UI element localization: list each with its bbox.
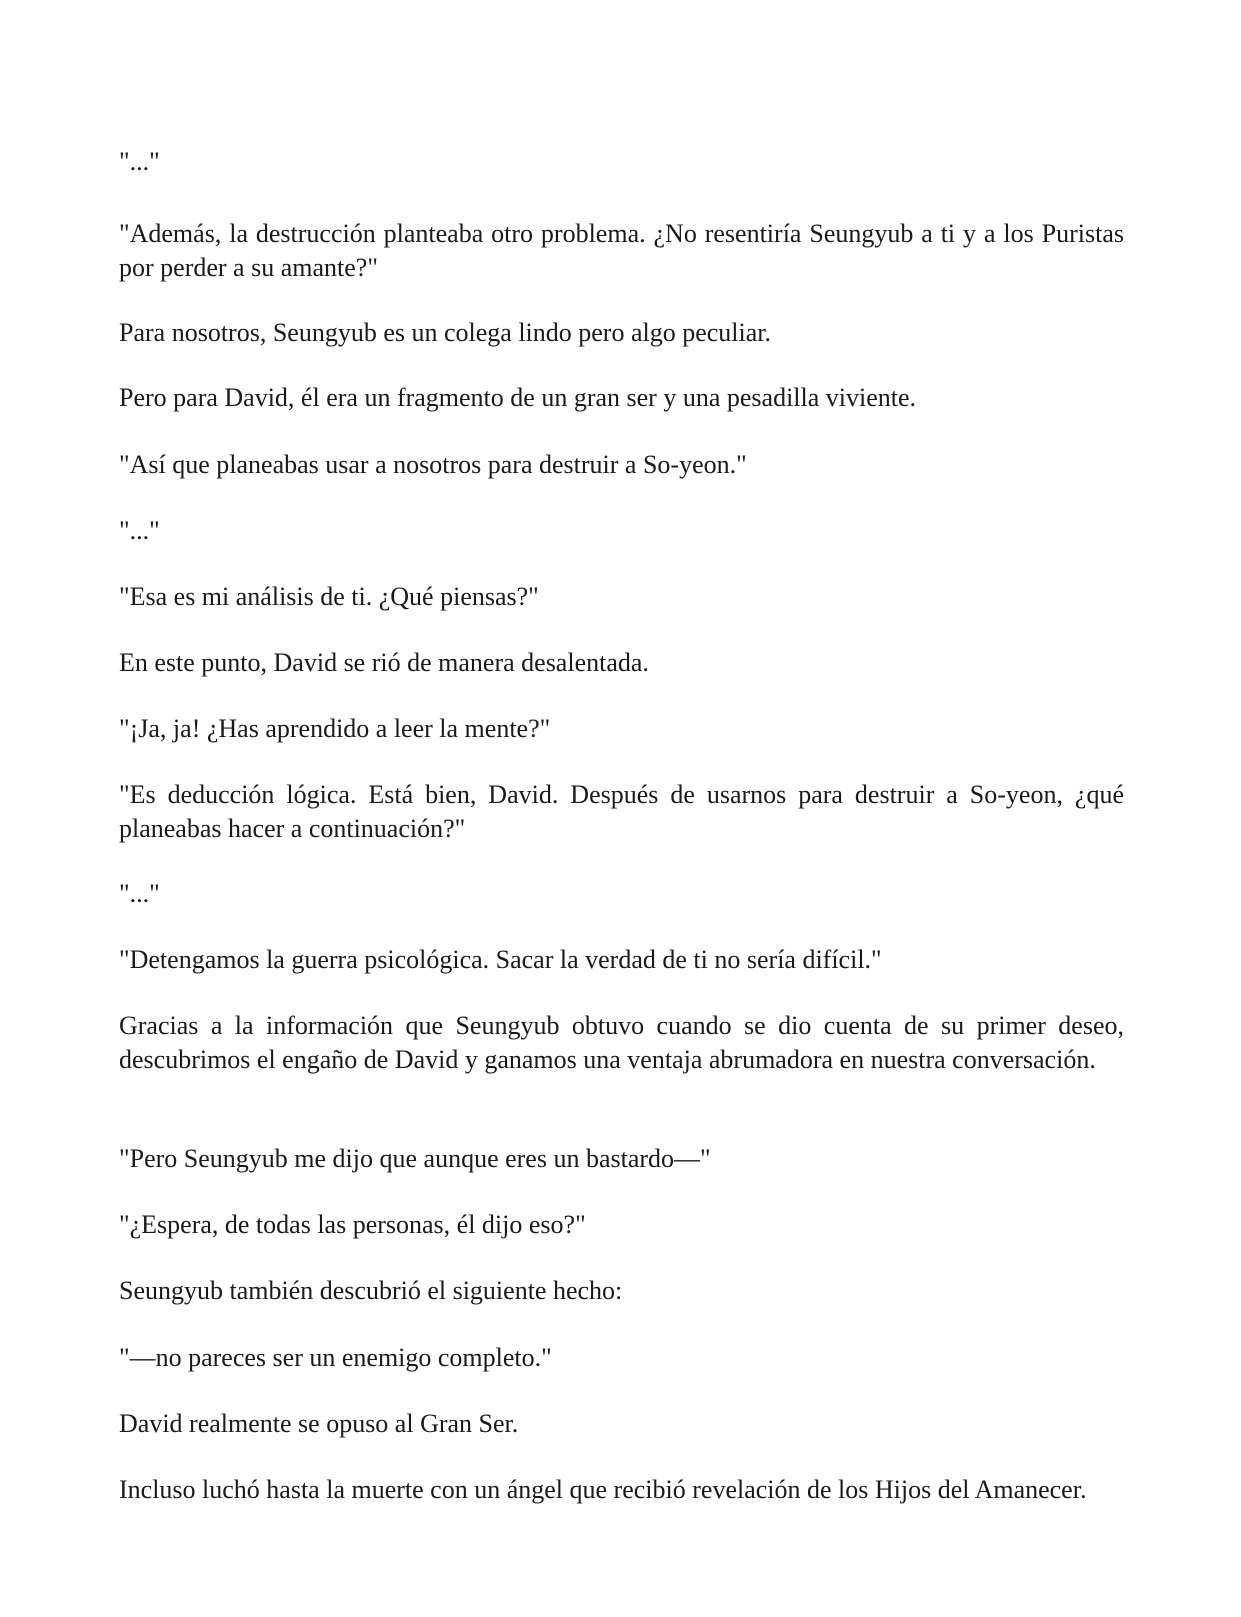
paragraph-4: Pero para David, él era un fragmento de un gran ser y una pesadilla viviente. bbox=[119, 383, 917, 412]
paragraph-13: Gracias a la información que Seungyub obtuvo cuando se dio cuenta de su primer deseo, descubrimos el engaño de David y ganamos una ventaja abrumadora en nuestra conversación. bbox=[119, 1011, 1124, 1074]
paragraph-12: "Detengamos la guerra psicológica. Sacar la verdad de ti no sería difícil." bbox=[119, 945, 882, 974]
paragraph-5: "Así que planeabas usar a nosotros para destruir a So-yeon." bbox=[119, 450, 747, 479]
paragraph-1: "..." bbox=[119, 147, 160, 176]
paragraph-15: "¿Espera, de todas las personas, él dijo eso?" bbox=[119, 1210, 586, 1239]
paragraph-14: "Pero Seungyub me dijo que aunque eres un bastardo—" bbox=[119, 1144, 711, 1173]
paragraph-2: "Además, la destrucción planteaba otro problema. ¿No resentiría Seungyub a ti y a los Puristas por perder a su amante?" bbox=[119, 219, 1124, 282]
paragraph-8: En este punto, David se rió de manera desalentada. bbox=[119, 648, 649, 677]
paragraph-18: David realmente se opuso al Gran Ser. bbox=[119, 1409, 519, 1438]
paragraph-10: "Es deducción lógica. Está bien, David. Después de usarnos para destruir a So-yeon, ¿qué planeabas hacer a continuación?" bbox=[119, 780, 1124, 843]
paragraph-17: "—no pareces ser un enemigo completo." bbox=[119, 1343, 552, 1372]
paragraph-11: "..." bbox=[119, 879, 160, 908]
paragraph-7: "Esa es mi análisis de ti. ¿Qué piensas?" bbox=[119, 582, 539, 611]
paragraph-9: "¡Ja, ja! ¿Has aprendido a leer la mente?" bbox=[119, 714, 551, 743]
paragraph-6: "..." bbox=[119, 516, 160, 545]
paragraph-16: Seungyub también descubrió el siguiente hecho: bbox=[119, 1276, 623, 1305]
paragraph-19: Incluso luchó hasta la muerte con un ángel que recibió revelación de los Hijos del Amanecer. bbox=[119, 1475, 1087, 1504]
paragraph-3: Para nosotros, Seungyub es un colega lindo pero algo peculiar. bbox=[119, 318, 772, 347]
